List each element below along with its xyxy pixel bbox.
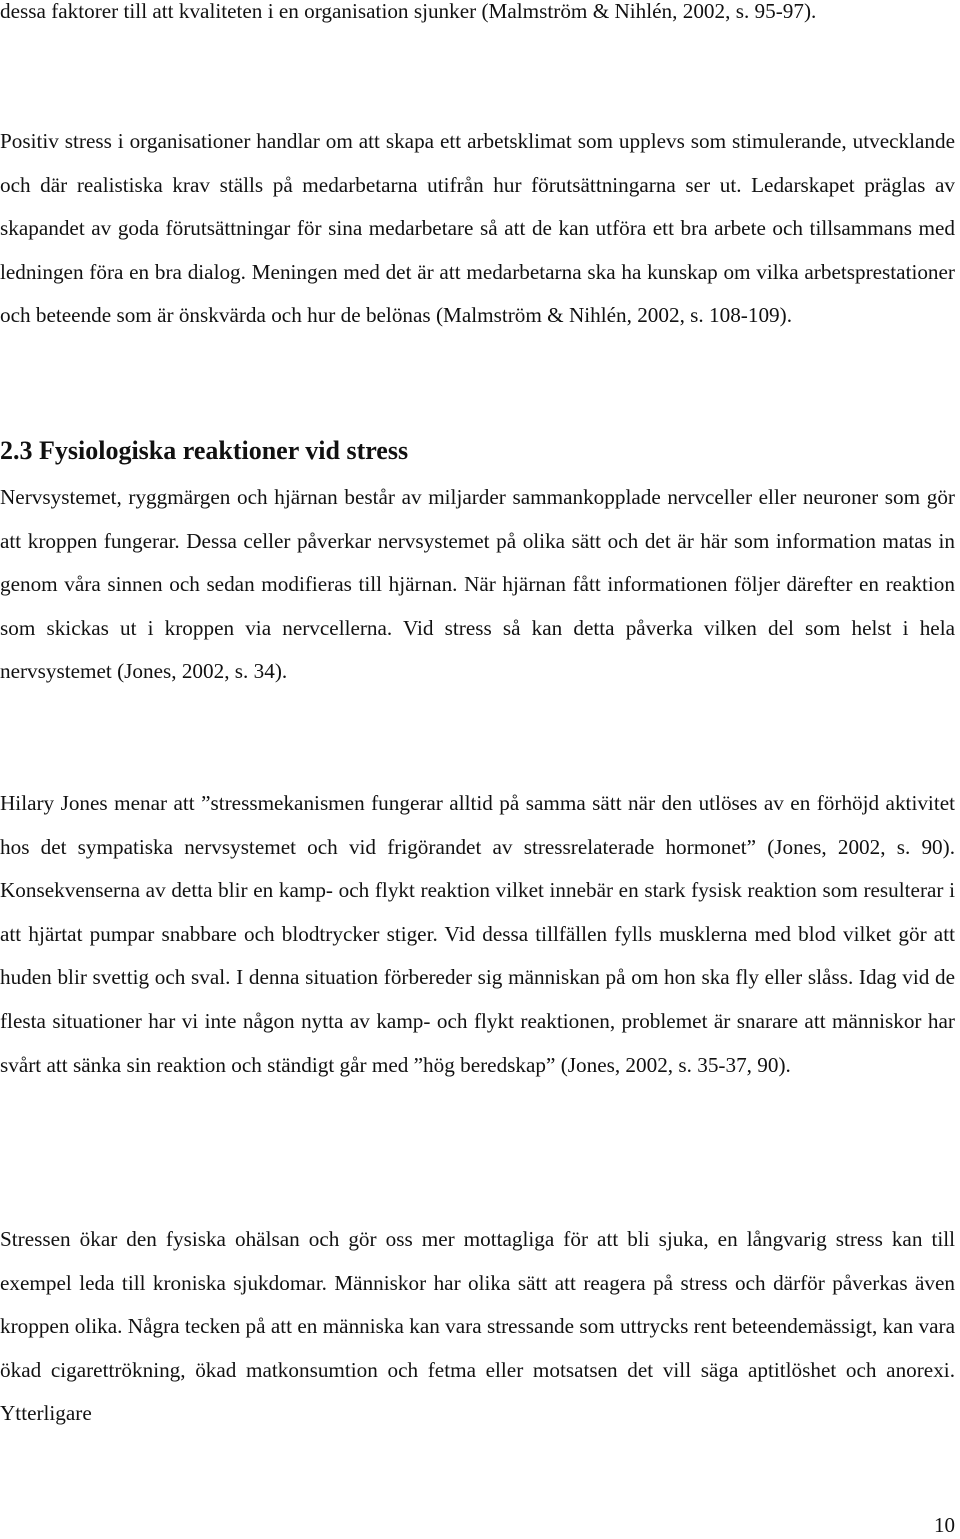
paragraph-stress-health: Stressen ökar den fysiska ohälsan och gör oss mer mottagliga för att bli sjuka, en långvarig stress kan till exempel leda till kroniska sjukdomar. Människor har olika sätt att reagera på stress och därför påverkas även kroppen olika. Några tecken på att en människa kan vara stressande som uttrycks rent beteendemässigt, kan vara ökad cigarettrökning, ökad matkonsumtion och fetma eller motsatsen det vill säga aptitlöshet och anorexi. Ytterligare bbox=[0, 1227, 955, 1426]
paragraph-positive-stress: Positiv stress i organisationer handlar om att skapa ett arbetsklimat som upplevs som stimulerande, utvecklande och där realistiska krav ställs på medarbetarna utifrån hur förutsättningarna ser ut. Ledarskapet präglas av skapandet av goda förutsättningar för sina medarbetare så att de kan utföra ett bra arbete och tillsammans med ledningen föra en bra dialog. Meningen med det är att medarbetarna ska ha kunskap om vilka arbetsprestationer och beteende som är önskvärda och hur de belönas (Malmström & Nihlén, 2002, s. 108-109). bbox=[0, 129, 955, 328]
paragraph-stress-mechanism: Hilary Jones menar att ”stressmekanismen fungerar alltid på samma sätt när den utlöses av en förhöjd aktivitet hos det sympatiska nervsystemet och vid frigörandet av stressrelaterade hormonet” (Jones, 2002, s. 90). Konsekvenserna av detta blir en kamp- och flykt reaktion vilket innebär en stark fysisk reaktion som resulterar i att hjärtat pumpar snabbare och blodtrycker stiger. Vid dessa tillfällen fylls musklerna med blod vilket gör att huden blir svettig och sval. I denna situation förbereder sig människan på om hon ska fly eller slåss. Idag vid de flesta situationer har vi inte någon nytta av kamp- och flykt reaktionen, problemet är snarare att människor har svårt att sänka sin reaktion och ständigt går med ”hög beredskap” (Jones, 2002, s. 35-37, 90). bbox=[0, 791, 955, 1077]
section-heading: 2.3 Fysiologiska reaktioner vid stress bbox=[0, 436, 409, 465]
page-number: 10 bbox=[934, 1513, 955, 1537]
paragraph-continuation: dessa faktorer till att kvaliteten i en organisation sjunker (Malmström & Nihlén, 2002, s. 95-97). bbox=[0, 0, 817, 23]
paragraph-nervous-system: Nervsystemet, ryggmärgen och hjärnan består av miljarder sammankopplade nervceller eller neuroner som gör att kroppen fungerar. Dessa celler påverkar nervsystemet på olika sätt och det är här som information matas in genom våra sinnen och sedan modifieras till hjärnan. När hjärnan fått informationen följer därefter en reaktion som skickas ut i kroppen via nervcellerna. Vid stress så kan detta påverka vilken del som helst i hela nervsystemet (Jones, 2002, s. 34). bbox=[0, 485, 955, 684]
